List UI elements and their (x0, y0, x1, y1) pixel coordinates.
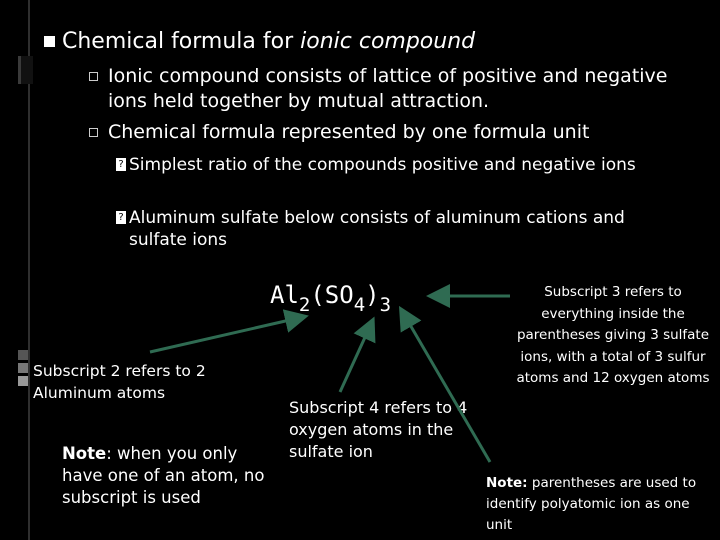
note-label: Note (62, 444, 107, 463)
annotation-subscript-2: Subscript 2 refers to 2 Aluminum atoms (33, 362, 206, 402)
bullet-text: Chemical formula represented by one formula unit (108, 121, 590, 143)
formula-subscript-2: 2 (298, 294, 311, 316)
formula-so: (SO (310, 281, 354, 309)
sub-bullet-text: Simplest ratio of the compounds positive and negative ions (129, 155, 636, 175)
arrow-to-subscript-4 (340, 322, 372, 392)
note-text: parentheses are used to identify polyatomic ion as one unit (486, 475, 697, 533)
heading-prefix: Chemical formula for (62, 29, 301, 54)
note-label: Note: (486, 475, 528, 491)
missing-glyph-icon: ? (116, 211, 126, 224)
annotation-subscript-3: Subscript 3 refers to everything inside the parentheses giving 3 sulfate ions, with a total of 3 sulfur atoms and 12 oxygen atoms (516, 284, 710, 386)
formula-subscript-3: 3 (379, 294, 392, 316)
formula-subscript-4: 4 (353, 294, 366, 316)
missing-glyph-icon: ? (116, 158, 126, 171)
formula-al: Al (270, 281, 299, 309)
formula-close-paren: ) (365, 281, 380, 309)
arrow-to-subscript-2 (150, 317, 303, 352)
annotation-subscript-4: Subscript 4 refers to 4 oxygen atoms in the sulfate ion (289, 398, 468, 461)
sub-bullet-text: Aluminum sulfate below consists of aluminum cations and sulfate ions (129, 208, 625, 250)
bullet-text: Ionic compound consists of lattice of positive and negative ions held together by mutual attraction. (108, 65, 668, 112)
note-text: : when you only have one of an atom, no subscript is used (62, 444, 265, 507)
arrow-to-parentheses (402, 311, 490, 462)
heading-italic: ionic compound (300, 29, 476, 54)
